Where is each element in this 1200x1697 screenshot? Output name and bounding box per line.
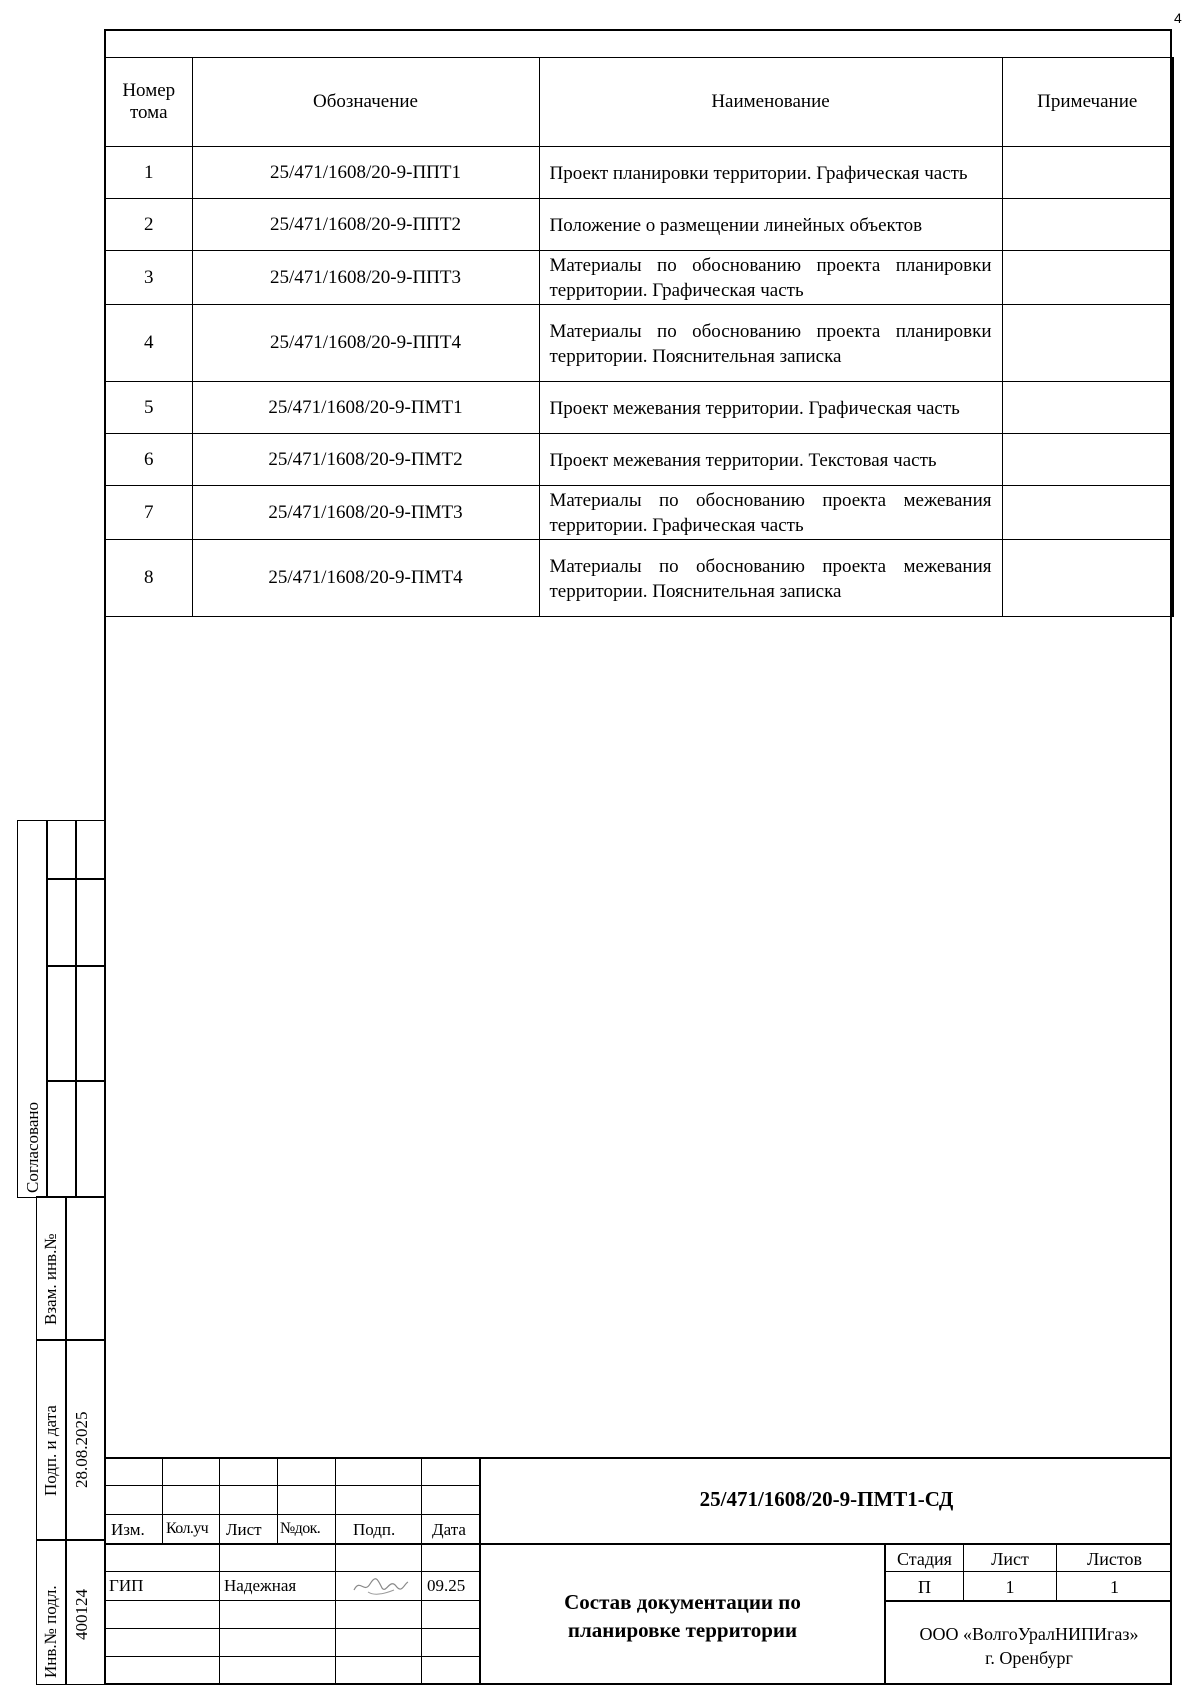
table-row	[105, 305, 1173, 382]
side-sign-date-label: Подп. и дата	[41, 1405, 60, 1496]
document-title-line-1: Состав документации по	[564, 1590, 801, 1614]
person-name: Надежная	[224, 1576, 297, 1595]
note-cell	[1002, 434, 1173, 486]
designation-cell: 25/471/1608/20-9-ППТ3	[192, 251, 539, 305]
volume-number-cell: 2	[105, 199, 192, 251]
note-cell	[1002, 305, 1173, 382]
name-cell: Материалы по обоснованию проекта межевания территории. Пояснительная записка	[539, 540, 1002, 617]
table-header-row	[105, 58, 1173, 147]
name-cell: Материалы по обоснованию проекта планировки территории. Пояснительная записка	[539, 305, 1002, 382]
volumes-table	[104, 57, 1174, 617]
volume-number-cell: 7	[105, 486, 192, 540]
name-cell: Проект межевания территории. Текстовая часть	[539, 434, 1002, 486]
designation-cell: 25/471/1608/20-9-ПМТ2	[192, 434, 539, 486]
table-row	[105, 486, 1173, 540]
name-cell: Проект планировки территории. Графическая часть	[539, 147, 1002, 199]
side-replaced-inv-label: Взам. инв.№	[41, 1233, 60, 1325]
note-cell	[1002, 251, 1173, 305]
name-cell: Положение о размещении линейных объектов	[539, 199, 1002, 251]
col-ndoc: №док.	[280, 1520, 321, 1537]
designation-cell: 25/471/1608/20-9-ПМТ1	[192, 382, 539, 434]
table-row	[105, 251, 1173, 305]
col-kol: Кол.уч	[166, 1520, 209, 1537]
name-cell: Материалы по обоснованию проекта планировки территории. Графическая часть	[539, 251, 1002, 305]
header-designation: Обозначение	[192, 58, 539, 147]
col-date: Дата	[432, 1520, 466, 1539]
document-title	[481, 1588, 884, 1644]
sheets-value: 1	[1110, 1577, 1119, 1597]
table-row	[105, 540, 1173, 617]
note-cell	[1002, 486, 1173, 540]
page-number: 4	[1174, 10, 1182, 26]
note-cell	[1002, 147, 1173, 199]
header-note: Примечание	[1002, 58, 1173, 147]
document-title-line-2: планировке территории	[567, 1618, 798, 1642]
organization-name: ООО «ВолгоУралНИПИгаз»	[919, 1624, 1139, 1644]
designation-cell: 25/471/1608/20-9-ПМТ3	[192, 486, 539, 540]
sheet-label: Лист	[991, 1549, 1029, 1569]
volume-number-cell: 1	[105, 147, 192, 199]
sign-date: 09.25	[427, 1576, 466, 1595]
note-cell	[1002, 199, 1173, 251]
organization	[886, 1622, 1172, 1670]
name-cell: Проект межевания территории. Графическая часть	[539, 382, 1002, 434]
header-name: Наименование	[539, 58, 1002, 147]
note-cell	[1002, 382, 1173, 434]
side-sign-date-value: 28.08.2025	[72, 1411, 91, 1488]
header-volume-number: Номер тома	[105, 58, 192, 147]
volume-number-cell: 8	[105, 540, 192, 617]
volume-number-cell: 4	[105, 305, 192, 382]
volume-number-cell: 3	[105, 251, 192, 305]
sheets-label: Листов	[1087, 1549, 1142, 1569]
signature-image	[350, 1570, 410, 1600]
designation-cell: 25/471/1608/20-9-ППТ1	[192, 147, 539, 199]
role-gip: ГИП	[109, 1576, 144, 1595]
name-cell: Материалы по обоснованию проекта межевания территории. Графическая часть	[539, 486, 1002, 540]
table-row	[105, 434, 1173, 486]
col-podp: Подп.	[353, 1520, 396, 1539]
designation-cell: 25/471/1608/20-9-ПМТ4	[192, 540, 539, 617]
col-list: Лист	[226, 1520, 262, 1539]
organization-city: г. Оренбург	[985, 1648, 1073, 1668]
note-cell	[1002, 540, 1173, 617]
volume-number-cell: 5	[105, 382, 192, 434]
col-izm: Изм.	[111, 1520, 145, 1539]
table-row	[105, 147, 1173, 199]
document-designation: 25/471/1608/20-9-ПМТ1-СД	[699, 1487, 954, 1511]
stage-label: Стадия	[897, 1549, 952, 1569]
sheet-value: 1	[1005, 1577, 1015, 1597]
side-agreed-label: Согласовано	[23, 1102, 42, 1193]
table-row	[105, 382, 1173, 434]
designation-cell: 25/471/1608/20-9-ППТ2	[192, 199, 539, 251]
stage-value: П	[918, 1577, 931, 1597]
designation-cell: 25/471/1608/20-9-ППТ4	[192, 305, 539, 382]
table-row	[105, 199, 1173, 251]
volume-number-cell: 6	[105, 434, 192, 486]
side-original-inv-value: 400124	[72, 1589, 91, 1640]
side-original-inv-label: Инв.№ подл.	[41, 1585, 60, 1678]
